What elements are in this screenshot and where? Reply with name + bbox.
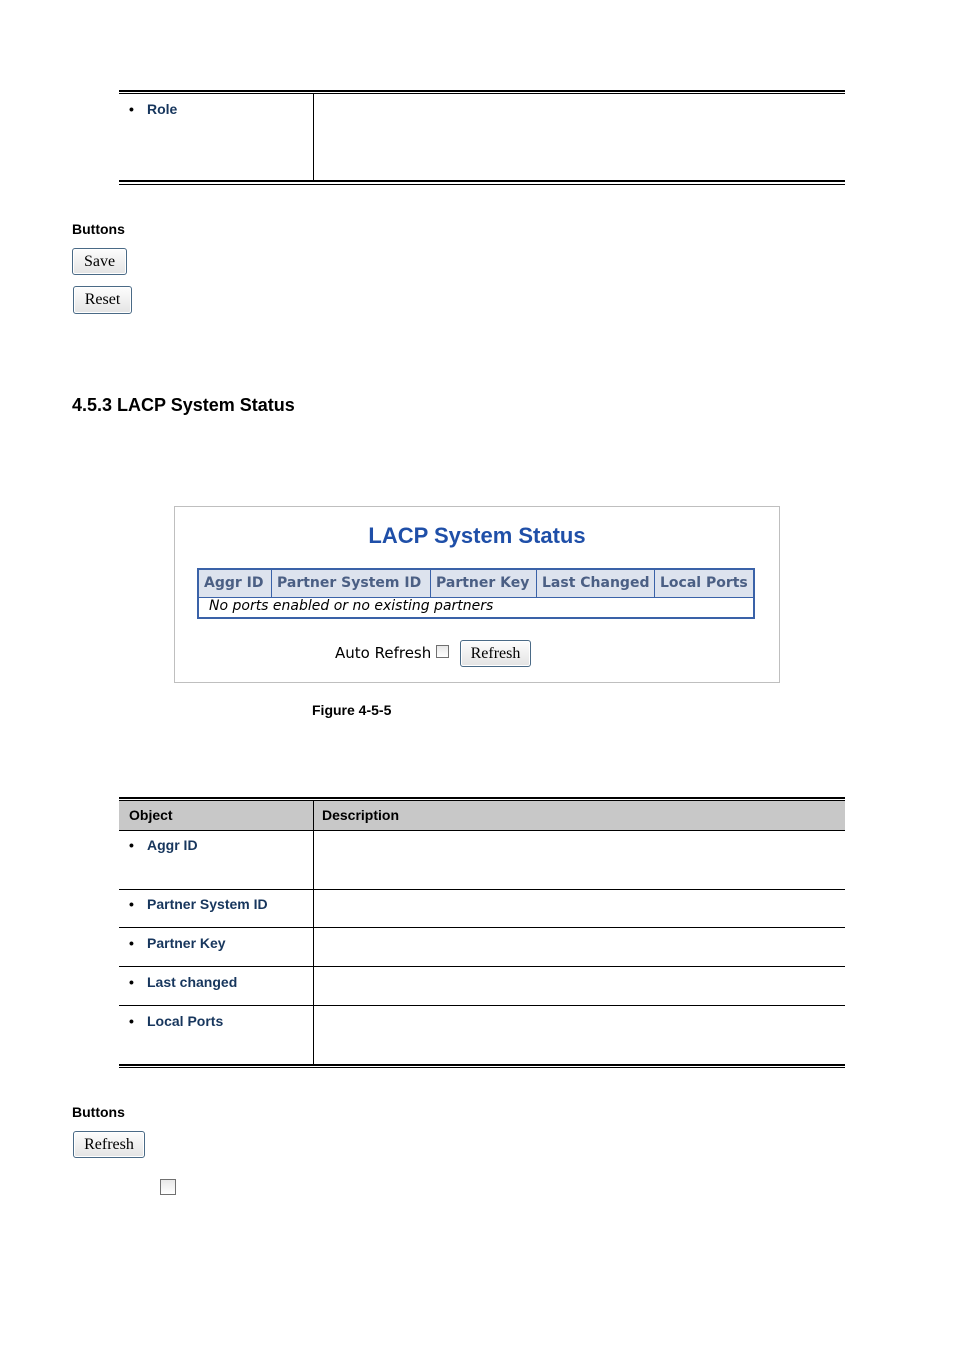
table-bottom-rule — [119, 1064, 845, 1066]
bullet-icon: • — [129, 935, 134, 951]
bullet-icon: • — [129, 974, 134, 990]
save-button[interactable]: Save — [72, 248, 127, 275]
column-header-object: Object — [129, 807, 173, 823]
empty-table-message: No ports enabled or no existing partners — [209, 598, 494, 614]
section-heading: 4.5.3 LACP System Status — [72, 395, 295, 415]
row-divider — [119, 1005, 845, 1006]
column-header-partner-system-id: Partner System ID — [272, 570, 431, 597]
column-header-description: Description — [322, 807, 400, 823]
column-header-partner-key: Partner Key — [431, 570, 537, 597]
auto-refresh-label: Auto Refresh — [335, 644, 432, 662]
table-top-rule — [119, 90, 845, 92]
lacp-table-header — [199, 570, 753, 598]
table-bottom-rule-inner — [119, 1067, 845, 1068]
table-row-aggr-id — [129, 837, 198, 853]
row-label: Aggr ID — [147, 837, 198, 853]
row-label: Last changed — [147, 974, 238, 990]
table-top-rule — [119, 797, 845, 799]
auto-refresh-checkbox[interactable] — [436, 645, 449, 658]
reset-button[interactable]: Reset — [73, 286, 132, 314]
table-row-last-changed — [129, 974, 237, 990]
figure-caption: Figure 4-5-5 — [312, 702, 392, 718]
role-table — [119, 90, 845, 186]
row-label: Partner Key — [147, 935, 226, 951]
column-header-aggr-id: Aggr ID — [199, 570, 272, 597]
row-divider — [119, 927, 845, 928]
list-item-role — [129, 101, 177, 117]
column-header-local-ports: Local Ports — [660, 575, 748, 591]
row-label: Local Ports — [147, 1013, 224, 1029]
refresh-button[interactable]: Refresh — [460, 640, 531, 667]
table-header-row — [119, 801, 845, 831]
buttons-heading: Buttons — [72, 221, 125, 237]
lacp-status-table — [197, 568, 755, 619]
bullet-icon: • — [129, 896, 134, 912]
column-divider — [313, 94, 314, 180]
role-label: Role — [147, 101, 178, 117]
column-header-last-changed: Last Changed — [537, 570, 655, 597]
bullet-icon: • — [129, 1013, 134, 1029]
bullet-icon: • — [129, 837, 134, 853]
bullet-icon: • — [129, 101, 134, 117]
lacp-status-screenshot — [174, 506, 780, 683]
row-divider — [119, 889, 845, 890]
table-bottom-rule — [119, 180, 845, 182]
buttons-heading-2: Buttons — [72, 1104, 125, 1120]
table-bottom-rule-inner — [119, 184, 845, 185]
refresh-button-doc[interactable]: Refresh — [73, 1131, 145, 1158]
table-row-local-ports — [129, 1013, 223, 1029]
column-divider — [313, 801, 314, 1065]
table-top-rule-inner — [119, 93, 845, 94]
screenshot-title: LACP System Status — [368, 523, 586, 548]
object-description-table — [119, 797, 845, 1069]
auto-refresh-checkbox-doc[interactable] — [160, 1179, 176, 1195]
row-label: Partner System ID — [147, 896, 268, 912]
row-divider — [119, 966, 845, 967]
table-row-partner-system-id — [129, 896, 268, 912]
table-row-partner-key — [129, 935, 226, 951]
